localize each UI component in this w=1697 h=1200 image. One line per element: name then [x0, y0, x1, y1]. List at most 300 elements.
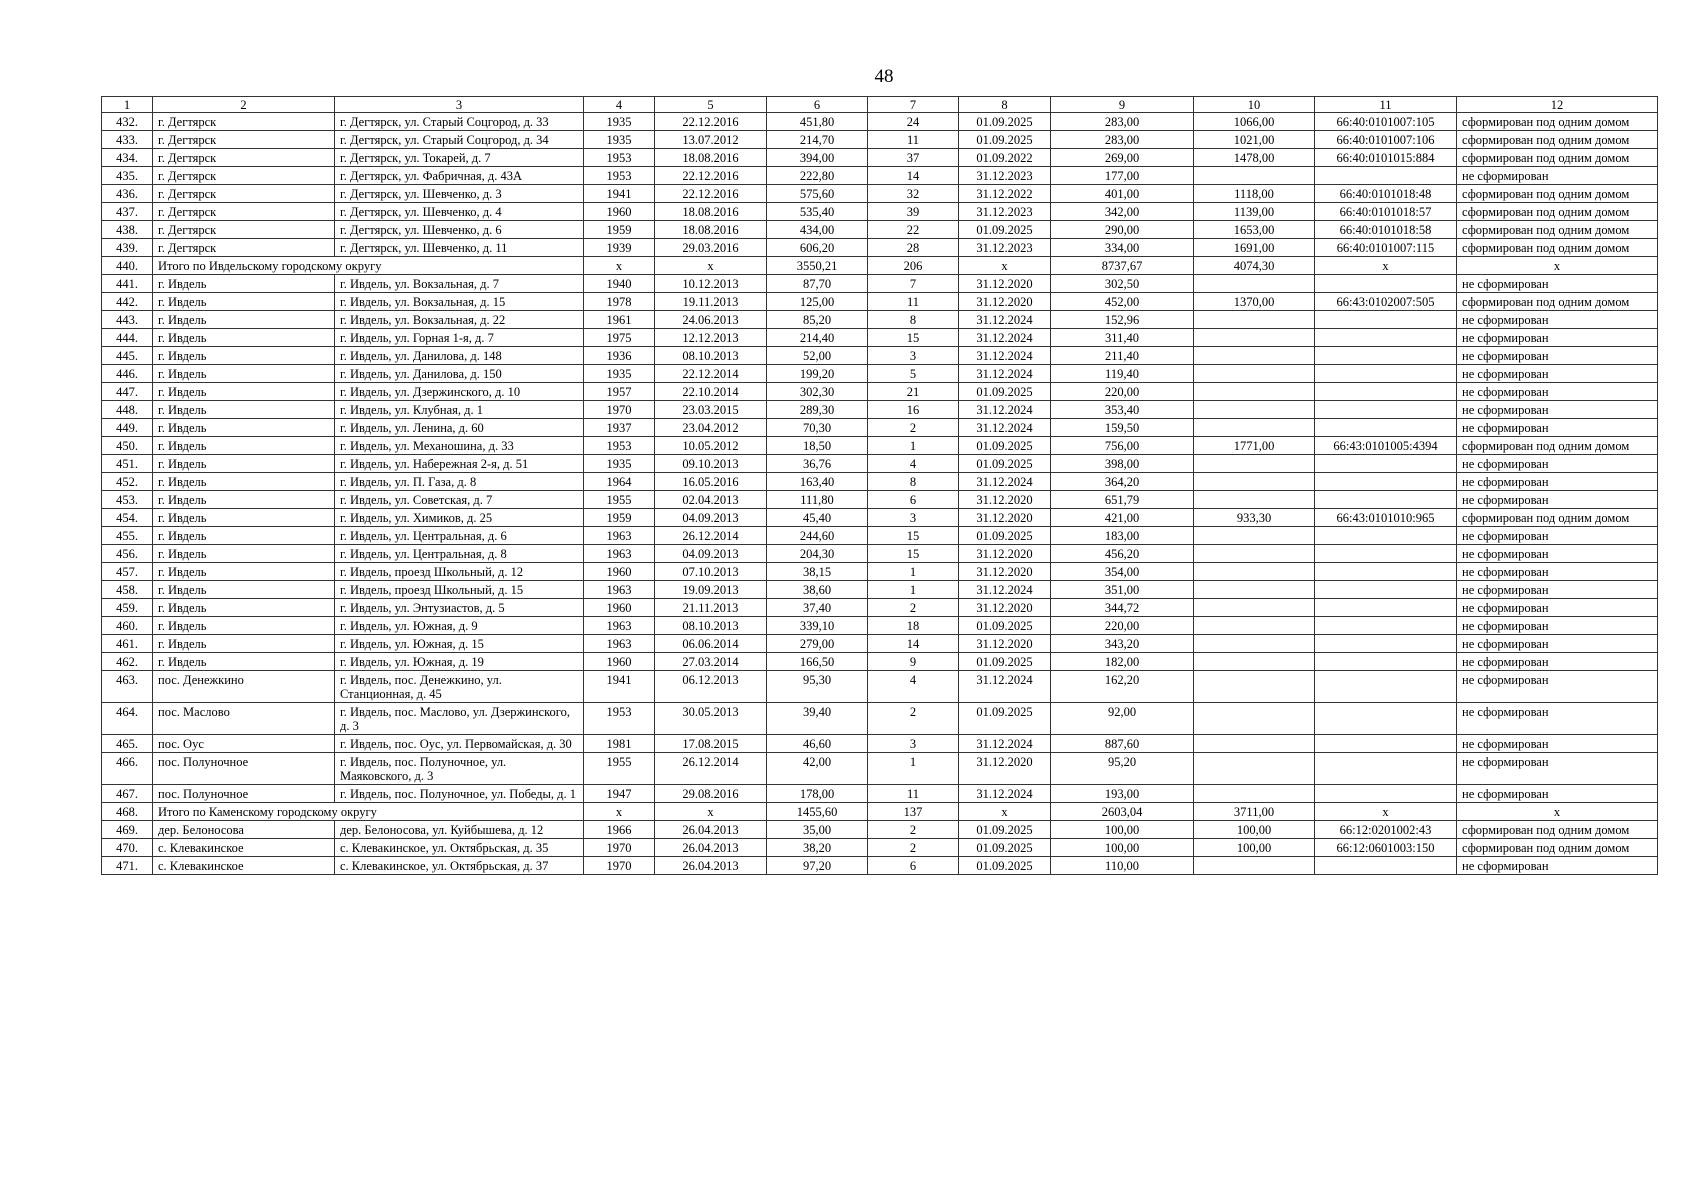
residents-cell: 6 — [868, 491, 959, 509]
column-10-cell — [1194, 491, 1315, 509]
locality-cell: пос. Полуночное — [153, 753, 335, 785]
year-cell: 1953 — [584, 167, 655, 185]
table-row — [102, 599, 1658, 617]
total-row — [102, 257, 1658, 275]
term-cell: 31.12.2020 — [959, 545, 1051, 563]
residents-cell: 1 — [868, 563, 959, 581]
land-status-cell: не сформирован — [1457, 753, 1658, 785]
date-cell: 22.12.2014 — [655, 365, 767, 383]
row-number-cell: 440. — [102, 257, 153, 275]
area-cell: 1455,60 — [767, 803, 868, 821]
residents-cell: 4 — [868, 671, 959, 703]
cadastral-number-cell: 66:12:0201002:43 — [1315, 821, 1457, 839]
locality-cell: г. Дегтярск — [153, 203, 335, 221]
year-cell: 1961 — [584, 311, 655, 329]
term-cell: 31.12.2024 — [959, 581, 1051, 599]
date-cell: 08.10.2013 — [655, 347, 767, 365]
table-row — [102, 203, 1658, 221]
term-cell: 31.12.2023 — [959, 203, 1051, 221]
row-number-cell: 469. — [102, 821, 153, 839]
year-cell: 1959 — [584, 221, 655, 239]
column-10-cell — [1194, 735, 1315, 753]
address-cell: г. Ивдель, ул. Вокзальная, д. 7 — [335, 275, 584, 293]
term-cell: 01.09.2025 — [959, 857, 1051, 875]
column-header: 12 — [1457, 97, 1658, 113]
land-status-cell: не сформирован — [1457, 671, 1658, 703]
column-10-cell — [1194, 753, 1315, 785]
column-9-cell: 887,60 — [1051, 735, 1194, 753]
table-row — [102, 365, 1658, 383]
column-9-cell: 193,00 — [1051, 785, 1194, 803]
column-10-cell — [1194, 617, 1315, 635]
cadastral-number-cell — [1315, 857, 1457, 875]
row-number-cell: 444. — [102, 329, 153, 347]
cadastral-number-cell — [1315, 703, 1457, 735]
column-10-cell: 1691,00 — [1194, 239, 1315, 257]
address-cell: г. Ивдель, пос. Оус, ул. Первомайская, д. 30 — [335, 735, 584, 753]
table-row — [102, 671, 1658, 703]
cadastral-number-cell — [1315, 347, 1457, 365]
column-header: 6 — [767, 97, 868, 113]
year-cell: 1960 — [584, 563, 655, 581]
locality-cell: г. Ивдель — [153, 455, 335, 473]
area-cell: 244,60 — [767, 527, 868, 545]
term-cell: 31.12.2020 — [959, 293, 1051, 311]
residents-cell: 11 — [868, 785, 959, 803]
area-cell: 451,80 — [767, 113, 868, 131]
column-10-cell: 1478,00 — [1194, 149, 1315, 167]
column-9-cell: 456,20 — [1051, 545, 1194, 563]
land-status-cell: х — [1457, 257, 1658, 275]
year-cell: 1970 — [584, 401, 655, 419]
date-cell: 26.04.2013 — [655, 821, 767, 839]
land-status-cell: сформирован под одним домом — [1457, 293, 1658, 311]
land-status-cell: не сформирован — [1457, 857, 1658, 875]
date-cell: 22.12.2016 — [655, 113, 767, 131]
land-status-cell: х — [1457, 803, 1658, 821]
year-cell: 1959 — [584, 509, 655, 527]
table-row — [102, 275, 1658, 293]
year-cell: 1935 — [584, 455, 655, 473]
column-10-cell — [1194, 275, 1315, 293]
column-9-cell: 756,00 — [1051, 437, 1194, 455]
column-9-cell: 100,00 — [1051, 821, 1194, 839]
term-cell: 01.09.2022 — [959, 149, 1051, 167]
land-status-cell: не сформирован — [1457, 563, 1658, 581]
locality-cell: г. Ивдель — [153, 347, 335, 365]
table-row — [102, 753, 1658, 785]
land-status-cell: не сформирован — [1457, 455, 1658, 473]
land-status-cell: не сформирован — [1457, 581, 1658, 599]
row-number-cell: 438. — [102, 221, 153, 239]
date-cell: 27.03.2014 — [655, 653, 767, 671]
year-cell: 1964 — [584, 473, 655, 491]
locality-cell: г. Ивдель — [153, 545, 335, 563]
year-cell: 1955 — [584, 491, 655, 509]
area-cell: 52,00 — [767, 347, 868, 365]
address-cell: г. Ивдель, ул. Ленина, д. 60 — [335, 419, 584, 437]
address-cell: г. Дегтярск, ул. Шевченко, д. 3 — [335, 185, 584, 203]
area-cell: 606,20 — [767, 239, 868, 257]
year-cell: 1970 — [584, 857, 655, 875]
term-cell: 31.12.2024 — [959, 347, 1051, 365]
address-cell: г. Ивдель, ул. Данилова, д. 148 — [335, 347, 584, 365]
address-cell: г. Ивдель, ул. Энтузиастов, д. 5 — [335, 599, 584, 617]
row-number-cell: 441. — [102, 275, 153, 293]
row-number-cell: 452. — [102, 473, 153, 491]
table-row — [102, 239, 1658, 257]
table-row — [102, 293, 1658, 311]
residents-cell: 4 — [868, 455, 959, 473]
locality-cell: г. Ивдель — [153, 311, 335, 329]
land-status-cell: не сформирован — [1457, 167, 1658, 185]
term-cell: 01.09.2025 — [959, 383, 1051, 401]
residents-cell: 11 — [868, 131, 959, 149]
row-number-cell: 470. — [102, 839, 153, 857]
address-cell: г. Ивдель, ул. Южная, д. 9 — [335, 617, 584, 635]
row-number-cell: 449. — [102, 419, 153, 437]
year-cell: 1941 — [584, 185, 655, 203]
area-cell: 222,80 — [767, 167, 868, 185]
land-status-cell: сформирован под одним домом — [1457, 113, 1658, 131]
cadastral-number-cell: 66:40:0101018:48 — [1315, 185, 1457, 203]
area-cell: 39,40 — [767, 703, 868, 735]
locality-cell: г. Ивдель — [153, 581, 335, 599]
table-row — [102, 221, 1658, 239]
column-10-cell — [1194, 419, 1315, 437]
locality-cell: г. Ивдель — [153, 599, 335, 617]
residents-cell: 15 — [868, 329, 959, 347]
column-9-cell: 398,00 — [1051, 455, 1194, 473]
term-cell: 01.09.2025 — [959, 437, 1051, 455]
year-cell: 1963 — [584, 617, 655, 635]
address-cell: г. Ивдель, ул. Советская, д. 7 — [335, 491, 584, 509]
area-cell: 214,70 — [767, 131, 868, 149]
row-number-cell: 468. — [102, 803, 153, 821]
date-cell: 18.08.2016 — [655, 149, 767, 167]
row-number-cell: 442. — [102, 293, 153, 311]
area-cell: 339,10 — [767, 617, 868, 635]
year-cell: 1966 — [584, 821, 655, 839]
cadastral-number-cell — [1315, 545, 1457, 563]
table-row — [102, 545, 1658, 563]
residents-cell: 5 — [868, 365, 959, 383]
land-status-cell: не сформирован — [1457, 401, 1658, 419]
locality-cell: г. Ивдель — [153, 437, 335, 455]
row-number-cell: 433. — [102, 131, 153, 149]
row-number-cell: 437. — [102, 203, 153, 221]
column-header: 11 — [1315, 97, 1457, 113]
date-cell: 04.09.2013 — [655, 509, 767, 527]
address-cell: г. Ивдель, ул. Южная, д. 15 — [335, 635, 584, 653]
residents-cell: 24 — [868, 113, 959, 131]
term-cell: 01.09.2025 — [959, 617, 1051, 635]
total-label-cell: Итого по Ивдельскому городскому округу — [153, 257, 584, 275]
date-cell: 21.11.2013 — [655, 599, 767, 617]
row-number-cell: 459. — [102, 599, 153, 617]
term-cell: 01.09.2025 — [959, 703, 1051, 735]
area-cell: 38,60 — [767, 581, 868, 599]
column-9-cell: 401,00 — [1051, 185, 1194, 203]
term-cell: 01.09.2025 — [959, 455, 1051, 473]
year-cell: 1960 — [584, 653, 655, 671]
land-status-cell: не сформирован — [1457, 275, 1658, 293]
column-9-cell: 182,00 — [1051, 653, 1194, 671]
column-header: 10 — [1194, 97, 1315, 113]
column-10-cell: 933,30 — [1194, 509, 1315, 527]
column-10-cell: 1771,00 — [1194, 437, 1315, 455]
area-cell: 302,30 — [767, 383, 868, 401]
area-cell: 85,20 — [767, 311, 868, 329]
residents-cell: 3 — [868, 735, 959, 753]
residents-cell: 2 — [868, 821, 959, 839]
cadastral-number-cell — [1315, 419, 1457, 437]
column-header: 8 — [959, 97, 1051, 113]
land-status-cell: не сформирован — [1457, 735, 1658, 753]
cadastral-number-cell — [1315, 473, 1457, 491]
residents-cell: 21 — [868, 383, 959, 401]
residents-cell: 3 — [868, 347, 959, 365]
column-9-cell: 354,00 — [1051, 563, 1194, 581]
date-cell: 29.03.2016 — [655, 239, 767, 257]
locality-cell: г. Ивдель — [153, 275, 335, 293]
area-cell: 95,30 — [767, 671, 868, 703]
cadastral-number-cell — [1315, 167, 1457, 185]
land-status-cell: не сформирован — [1457, 527, 1658, 545]
year-cell: 1955 — [584, 753, 655, 785]
area-cell: 70,30 — [767, 419, 868, 437]
table-row — [102, 635, 1658, 653]
address-cell: г. Ивдель, ул. Механошина, д. 33 — [335, 437, 584, 455]
table-row — [102, 491, 1658, 509]
column-10-cell: 1066,00 — [1194, 113, 1315, 131]
column-10-cell: 1653,00 — [1194, 221, 1315, 239]
date-cell: 22.10.2014 — [655, 383, 767, 401]
column-9-cell: 651,79 — [1051, 491, 1194, 509]
term-cell: 01.09.2025 — [959, 221, 1051, 239]
column-10-cell — [1194, 703, 1315, 735]
land-status-cell: сформирован под одним домом — [1457, 221, 1658, 239]
date-cell: 06.12.2013 — [655, 671, 767, 703]
row-number-cell: 457. — [102, 563, 153, 581]
cadastral-number-cell — [1315, 401, 1457, 419]
year-cell: 1981 — [584, 735, 655, 753]
residents-cell: 2 — [868, 599, 959, 617]
locality-cell: г. Ивдель — [153, 653, 335, 671]
date-cell: 24.06.2013 — [655, 311, 767, 329]
cadastral-number-cell: 66:40:0101007:115 — [1315, 239, 1457, 257]
row-number-cell: 455. — [102, 527, 153, 545]
address-cell: г. Ивдель, ул. Центральная, д. 8 — [335, 545, 584, 563]
column-10-cell — [1194, 581, 1315, 599]
address-cell: г. Дегтярск, ул. Фабричная, д. 43А — [335, 167, 584, 185]
term-cell: 31.12.2024 — [959, 735, 1051, 753]
area-cell: 45,40 — [767, 509, 868, 527]
residents-cell: 14 — [868, 167, 959, 185]
land-status-cell: не сформирован — [1457, 635, 1658, 653]
date-cell: 30.05.2013 — [655, 703, 767, 735]
cadastral-number-cell: 66:12:0601003:150 — [1315, 839, 1457, 857]
cadastral-number-cell — [1315, 311, 1457, 329]
column-10-cell — [1194, 671, 1315, 703]
term-cell: 31.12.2020 — [959, 635, 1051, 653]
column-header: 2 — [153, 97, 335, 113]
address-cell: г. Ивдель, ул. Горная 1-я, д. 7 — [335, 329, 584, 347]
address-cell: с. Клевакинское, ул. Октябрьская, д. 35 — [335, 839, 584, 857]
address-cell: г. Ивдель, ул. Дзержинского, д. 10 — [335, 383, 584, 401]
year-cell: 1937 — [584, 419, 655, 437]
residents-cell: 32 — [868, 185, 959, 203]
term-cell: 31.12.2024 — [959, 671, 1051, 703]
land-status-cell: сформирован под одним домом — [1457, 437, 1658, 455]
locality-cell: г. Дегтярск — [153, 221, 335, 239]
cadastral-number-cell: 66:40:0101007:106 — [1315, 131, 1457, 149]
table-row — [102, 581, 1658, 599]
land-status-cell: сформирован под одним домом — [1457, 509, 1658, 527]
locality-cell: г. Ивдель — [153, 617, 335, 635]
land-status-cell: сформирован под одним домом — [1457, 839, 1658, 857]
column-10-cell — [1194, 401, 1315, 419]
cadastral-number-cell — [1315, 735, 1457, 753]
year-cell: 1963 — [584, 581, 655, 599]
column-10-cell — [1194, 857, 1315, 875]
cadastral-number-cell — [1315, 581, 1457, 599]
column-9-cell: 343,20 — [1051, 635, 1194, 653]
row-number-cell: 454. — [102, 509, 153, 527]
year-cell: 1978 — [584, 293, 655, 311]
address-cell: г. Дегтярск, ул. Шевченко, д. 6 — [335, 221, 584, 239]
residents-cell: 1 — [868, 581, 959, 599]
residents-cell: 22 — [868, 221, 959, 239]
column-9-cell: 452,00 — [1051, 293, 1194, 311]
date-cell: 09.10.2013 — [655, 455, 767, 473]
locality-cell: с. Клевакинское — [153, 857, 335, 875]
term-cell: 31.12.2024 — [959, 311, 1051, 329]
address-cell: г. Ивдель, ул. П. Газа, д. 8 — [335, 473, 584, 491]
row-number-cell: 451. — [102, 455, 153, 473]
address-cell: г. Ивдель, пос. Полуночное, ул. Победы, д. 1 — [335, 785, 584, 803]
row-number-cell: 446. — [102, 365, 153, 383]
column-header: 3 — [335, 97, 584, 113]
term-cell: 01.09.2025 — [959, 821, 1051, 839]
row-number-cell: 453. — [102, 491, 153, 509]
table-row — [102, 167, 1658, 185]
table-row — [102, 735, 1658, 753]
table-row — [102, 563, 1658, 581]
area-cell: 87,70 — [767, 275, 868, 293]
date-cell: 19.11.2013 — [655, 293, 767, 311]
column-10-cell: 1118,00 — [1194, 185, 1315, 203]
table-row — [102, 185, 1658, 203]
address-cell: г. Дегтярск, ул. Старый Соцгород, д. 34 — [335, 131, 584, 149]
cadastral-number-cell: 66:40:0101018:57 — [1315, 203, 1457, 221]
column-9-cell: 95,20 — [1051, 753, 1194, 785]
table-row — [102, 419, 1658, 437]
table-row — [102, 527, 1658, 545]
year-cell: 1963 — [584, 527, 655, 545]
year-cell: 1953 — [584, 703, 655, 735]
date-cell: х — [655, 257, 767, 275]
residents-cell: 2 — [868, 839, 959, 857]
cadastral-number-cell: 66:43:0102007:505 — [1315, 293, 1457, 311]
column-9-cell: 2603,04 — [1051, 803, 1194, 821]
column-9-cell: 364,20 — [1051, 473, 1194, 491]
year-cell: х — [584, 803, 655, 821]
date-cell: 26.12.2014 — [655, 753, 767, 785]
address-cell: г. Ивдель, ул. Химиков, д. 25 — [335, 509, 584, 527]
date-cell: 13.07.2012 — [655, 131, 767, 149]
column-9-cell: 159,50 — [1051, 419, 1194, 437]
residents-cell: 18 — [868, 617, 959, 635]
locality-cell: г. Ивдель — [153, 509, 335, 527]
row-number-cell: 458. — [102, 581, 153, 599]
column-10-cell — [1194, 545, 1315, 563]
date-cell: 12.12.2013 — [655, 329, 767, 347]
address-cell: г. Ивдель, ул. Набережная 2-я, д. 51 — [335, 455, 584, 473]
column-9-cell: 183,00 — [1051, 527, 1194, 545]
residents-cell: 16 — [868, 401, 959, 419]
area-cell: 199,20 — [767, 365, 868, 383]
address-cell: г. Дегтярск, ул. Шевченко, д. 11 — [335, 239, 584, 257]
column-header: 9 — [1051, 97, 1194, 113]
land-status-cell: сформирован под одним домом — [1457, 821, 1658, 839]
column-10-cell — [1194, 785, 1315, 803]
column-10-cell — [1194, 167, 1315, 185]
date-cell: 10.05.2012 — [655, 437, 767, 455]
land-status-cell: не сформирован — [1457, 703, 1658, 735]
table-row — [102, 703, 1658, 735]
column-9-cell: 177,00 — [1051, 167, 1194, 185]
cadastral-number-cell: 66:43:0101010:965 — [1315, 509, 1457, 527]
date-cell: 26.04.2013 — [655, 857, 767, 875]
cadastral-number-cell — [1315, 671, 1457, 703]
table-row — [102, 383, 1658, 401]
date-cell: 18.08.2016 — [655, 203, 767, 221]
page-number: 48 — [874, 66, 894, 87]
locality-cell: пос. Оус — [153, 735, 335, 753]
term-cell: 01.09.2025 — [959, 113, 1051, 131]
locality-cell: пос. Полуночное — [153, 785, 335, 803]
address-cell: г. Дегтярск, ул. Токарей, д. 7 — [335, 149, 584, 167]
table-row — [102, 617, 1658, 635]
address-cell: г. Ивдель, пос. Денежкино, ул. Станционная, д. 45 — [335, 671, 584, 703]
year-cell: 1953 — [584, 437, 655, 455]
cadastral-number-cell — [1315, 527, 1457, 545]
table-row — [102, 857, 1658, 875]
area-cell: 163,40 — [767, 473, 868, 491]
cadastral-number-cell — [1315, 753, 1457, 785]
locality-cell: г. Дегтярск — [153, 185, 335, 203]
date-cell: х — [655, 803, 767, 821]
residents-cell: 2 — [868, 703, 959, 735]
column-9-cell: 334,00 — [1051, 239, 1194, 257]
cadastral-number-cell: х — [1315, 803, 1457, 821]
year-cell: 1960 — [584, 203, 655, 221]
date-cell: 22.12.2016 — [655, 167, 767, 185]
row-number-cell: 443. — [102, 311, 153, 329]
land-status-cell: не сформирован — [1457, 419, 1658, 437]
cadastral-number-cell: 66:40:0101015:884 — [1315, 149, 1457, 167]
term-cell: 31.12.2020 — [959, 753, 1051, 785]
cadastral-number-cell — [1315, 653, 1457, 671]
column-10-cell: 1021,00 — [1194, 131, 1315, 149]
term-cell: 01.09.2025 — [959, 131, 1051, 149]
area-cell: 575,60 — [767, 185, 868, 203]
area-cell: 125,00 — [767, 293, 868, 311]
column-9-cell: 302,50 — [1051, 275, 1194, 293]
column-10-cell: 1139,00 — [1194, 203, 1315, 221]
cadastral-number-cell — [1315, 599, 1457, 617]
